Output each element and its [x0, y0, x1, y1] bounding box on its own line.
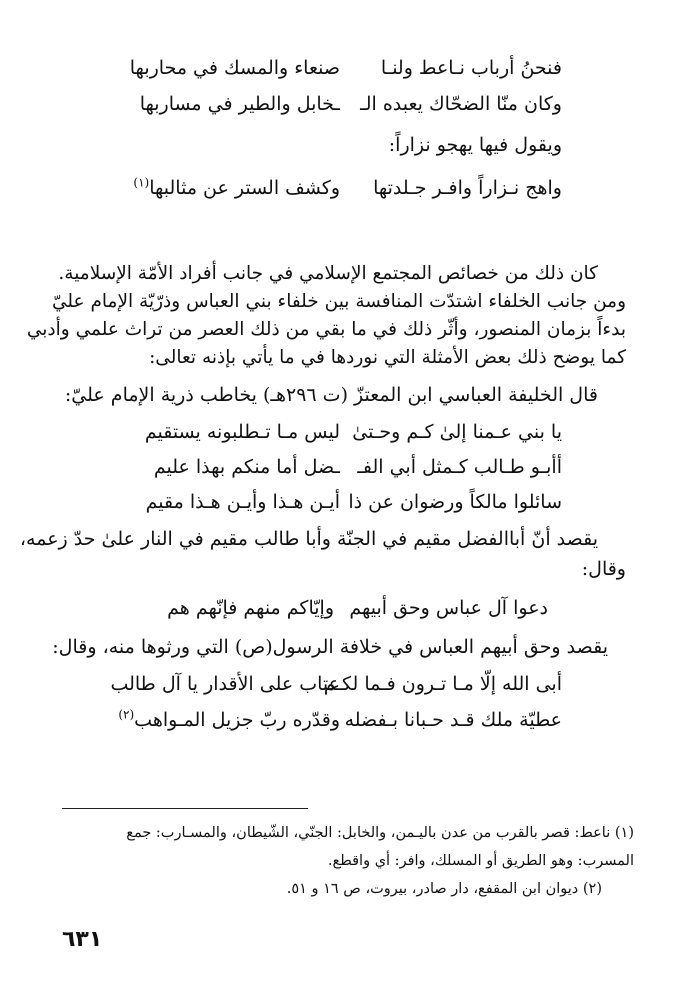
explanation-line: يقصد أنّ أباالفضل مقيم في الجنّة وأبا طالب مقيم في النار علىٰ حدّ زعمه،: [19, 528, 598, 550]
page-number: ٦٣١: [62, 927, 103, 952]
footnote-marker: (٢): [118, 707, 135, 722]
explanation-line: يقصد وحق أبيهم العباس في خلافة الرسول(ص) التي ورثوها منه، وقال:: [52, 636, 608, 658]
verse-first-hemistich: سائلوا مالكاً ورضوان عن ذا: [348, 491, 562, 513]
paragraph-line: بدءاً بزمان المنصور، وأثّر ذلك في ما بقي من ذلك العصر من تراث علمي وأدبي: [26, 319, 626, 340]
verse-second-hemistich: ـضل أما منكم بهذا عليم: [153, 456, 340, 478]
paragraph-line: ومن جانب الخلفاء اشتدّت المنافسة بين خلفاء بني العباس وذرّيّة الإمام عليّ: [51, 291, 626, 312]
verse-first-hemistich: دعوا آل عباس وحق أبيهم: [349, 597, 548, 619]
verse-first-hemistich: وكان منّا الضحّاك يعبده الـ: [360, 93, 562, 115]
footnote-1: (١) ناعط: قصر بالقرب من عدن باليـمن، والخابل: الجنّي، الشّيطان، والمسـارب: جمع: [126, 825, 634, 841]
verse-first-hemistich: يا بني عـمنا إلىٰ كـم وحـتىٰ: [352, 421, 562, 443]
verse-second-hemistich: أيـن هـذا وأيـن هـذا مقيم: [145, 491, 340, 513]
poem-verse: [0, 52, 698, 84]
poem-verse: [0, 486, 698, 518]
poem-verse: [0, 451, 698, 483]
explanation-line: وقال:: [581, 558, 626, 580]
verse-second-hemistich: عتاب على الأقدار يا آل طالب: [110, 673, 340, 695]
verse-second-hemistich: وإيّاكم منهم فإنّهم هم: [167, 597, 334, 619]
paragraph-line: كما يوضح ذلك بعض الأمثلة التي نوردها في ما يأتي بإذنه تعالى:: [149, 347, 626, 368]
verse-second-hemistich: [118, 704, 340, 736]
verse-text: وقدّره ربّ جزيل المـواهب: [134, 709, 340, 731]
footnote-2: (٢) ديوان ابن المقفع، دار صادر، بيروت، ص ١٦ و ٥١.: [286, 881, 602, 897]
poem-verse: [0, 172, 698, 204]
verse-first-hemistich: واهج نـزاراً وافـر جـلدتها: [373, 177, 562, 199]
verse-first-hemistich: عطيّة ملك قـد حـبانا بـفضله: [344, 709, 562, 731]
verse-text: وكشف الستر عن مثالبها: [149, 177, 340, 199]
verse-second-hemistich: [133, 172, 340, 204]
paragraph-line: كان ذلك من خصائص المجتمع الإسلامي في جانب أفراد الأمّة الإسلامية.: [58, 263, 598, 284]
poem-verse: [0, 592, 698, 624]
footnote-marker: (١): [133, 175, 150, 190]
verse-first-hemistich: فنحنُ أرباب نـاعط ولنـا: [380, 57, 562, 79]
verse-first-hemistich: أبى الله إلّا مـا تـرون فـما لكـم: [323, 673, 562, 695]
poem-verse: [0, 416, 698, 448]
poem-verse: [0, 88, 698, 120]
intro-line: ويقول فيها يهجو نزاراً:: [388, 134, 562, 156]
footnote-1-continued: المسرب: وهو الطريق أو المسلك، وافر: أي واقطع.: [327, 853, 634, 869]
verse-second-hemistich: ـخابل والطير في مساربها: [139, 93, 340, 115]
verse-second-hemistich: صنعاء والمسك في محاربها: [129, 57, 340, 79]
verse-first-hemistich: أأبـو طـالب كـمثل أبي الفـ: [357, 456, 562, 478]
poem-verse: [0, 668, 698, 700]
footnote-divider: [62, 808, 308, 809]
verse-second-hemistich: ليس مـا تـطلبونه يستقيم: [144, 421, 340, 443]
quote-intro: قال الخليفة العباسي ابن المعتزّ (ت ٢٩٦هـ) يخاطب ذرية الإمام عليّ:: [64, 384, 598, 406]
poem-verse: [0, 704, 698, 736]
